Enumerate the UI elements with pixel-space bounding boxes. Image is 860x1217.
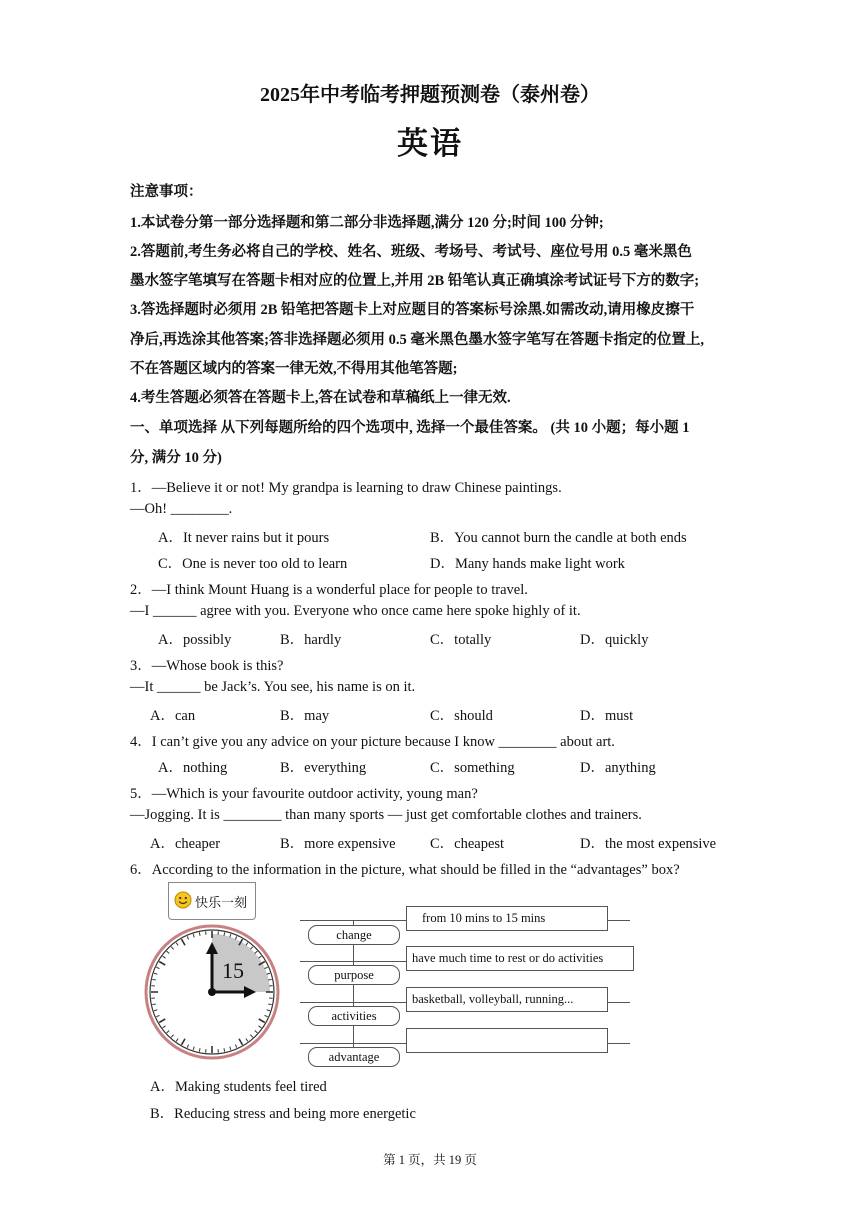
figure-info-chart [300,898,630,1070]
box-advantage-blank [406,1028,608,1053]
section-heading-cont: 分, 满分 10 分) [130,450,222,466]
q2-option-a: A．possibly [158,632,232,648]
note-line: 1.本试卷分第一部分选择题和第二部分非选择题,满分 120 分;时间 100 分钟; [130,215,604,231]
clock-tick [199,932,200,935]
note-line: 不在答题区域内的答案一律无效,不得用其他笔答题; [130,361,458,377]
clock-tick [268,979,271,980]
clock-tick [152,1004,155,1005]
question-5-stem: 5．—Which is your favourite outdoor activity, young man? [130,786,478,802]
label-activities: activities [308,1006,400,1026]
box-change [406,906,608,931]
note-line: 4.考生答题必须答在答题卡上,答在试卷和草稿纸上一律无效. [130,390,511,406]
q3-option-a: A．can [150,708,196,724]
label-advantage: advantage [308,1047,400,1067]
q1-option-d: D．Many hands make light work [430,556,625,572]
q4-option-b: B．everything [280,760,367,776]
value-activities: basketball, volleyball, running... [412,992,574,1006]
exam-title: 2025年中考临考押题预测卷（泰州卷） [260,84,600,106]
q3-option-b: B．may [280,708,330,724]
clock-tick [199,1048,200,1051]
note-line: 净后,再选涂其他答案;答非选择题必须用 0.5 毫米黑色墨水签字笔写在答题卡指定的位置上, [130,332,704,348]
q5-option-d: D．the most expensive [580,836,717,852]
clock-tick [224,932,225,935]
q4-option-c: C．something [430,760,515,776]
clock-tick [224,1048,225,1051]
question-3-stem: 3．—Whose book is this? [130,658,284,674]
q5-option-c: C．cheapest [430,836,505,852]
q2-option-c: C．totally [430,632,492,648]
clock-tick [268,1004,271,1005]
q4-option-a: A．nothing [158,760,228,776]
clock-number: 15 [222,958,244,983]
figure-clock-panel [140,882,290,1082]
q4-option-d: D．anything [580,760,656,776]
section-heading: 一、单项选择 从下列每题所给的四个选项中, 选择一个最佳答案。 (共 10 小题；每小题 1 [130,420,690,436]
q3-option-c: C．should [430,708,493,724]
label-change: change [308,925,400,945]
q5-option-b: B．more expensive [280,836,396,852]
badge-label: 快乐一刻 [195,896,248,911]
note-line: 墨水签字笔填写在答题卡相对应的位置上,并用 2B 铅笔认真正确填涂考试证号下方的数字; [130,273,700,289]
page-footer: 第 1 页，共 19 页 [383,1153,477,1167]
q1-option-b: B．You cannot burn the candle at both ends [430,530,687,546]
q6-option-a: A．Making students feel tired [150,1079,327,1095]
box-activities [406,987,608,1012]
question-1-stem: 1．—Believe it or not! My grandpa is learning to draw Chinese paintings. [130,480,562,496]
question-2-reply: —I ______ agree with you. Everyone who once came here spoke highly of it. [130,603,581,619]
value-change: from 10 mins to 15 mins [422,911,546,925]
question-2-stem: 2．—I think Mount Huang is a wonderful place for people to travel. [130,582,528,598]
question-3-reply: —It ______ be Jack’s. You see, his name is on it. [130,679,416,695]
happy-moment-badge [168,882,256,920]
question-5-reply: —Jogging. It is ________ than many sports — just get comfortable clothes and trainers. [130,807,642,823]
box-purpose [406,946,634,971]
question-6-stem: 6．According to the information in the picture, what should be filled in the “advantages” box? [130,862,680,878]
note-line: 2.答题前,考生务必将自己的学校、姓名、班级、考场号、考试号、座位号用 0.5 毫米黑色 [130,244,692,260]
notes-heading: 注意事项： [130,184,203,200]
smiley-icon [174,891,192,909]
question-1-reply: —Oh! ________. [130,501,233,517]
q3-option-d: D．must [580,708,634,724]
value-purpose: have much time to rest or do activities [412,951,604,965]
q1-option-c: C．One is never too old to learn [158,556,348,572]
note-line: 3.答选择题时必须用 2B 铅笔把答题卡上对应题目的答案标号涂黑.如需改动,请用橡皮擦干 [130,302,695,318]
q5-option-a: A．cheaper [150,836,221,852]
subject-title: 英语 [397,126,463,161]
question-4-stem: 4．I can’t give you any advice on your picture because I know ________ about art. [130,734,615,750]
clock-tick [152,979,155,980]
clock-icon [140,924,290,1074]
q1-option-a: A．It never rains but it pours [158,530,330,546]
q2-option-d: D．quickly [580,632,649,648]
label-purpose: purpose [308,965,400,985]
q2-option-b: B．hardly [280,632,342,648]
q6-option-b: B．Reducing stress and being more energetic [150,1106,416,1122]
